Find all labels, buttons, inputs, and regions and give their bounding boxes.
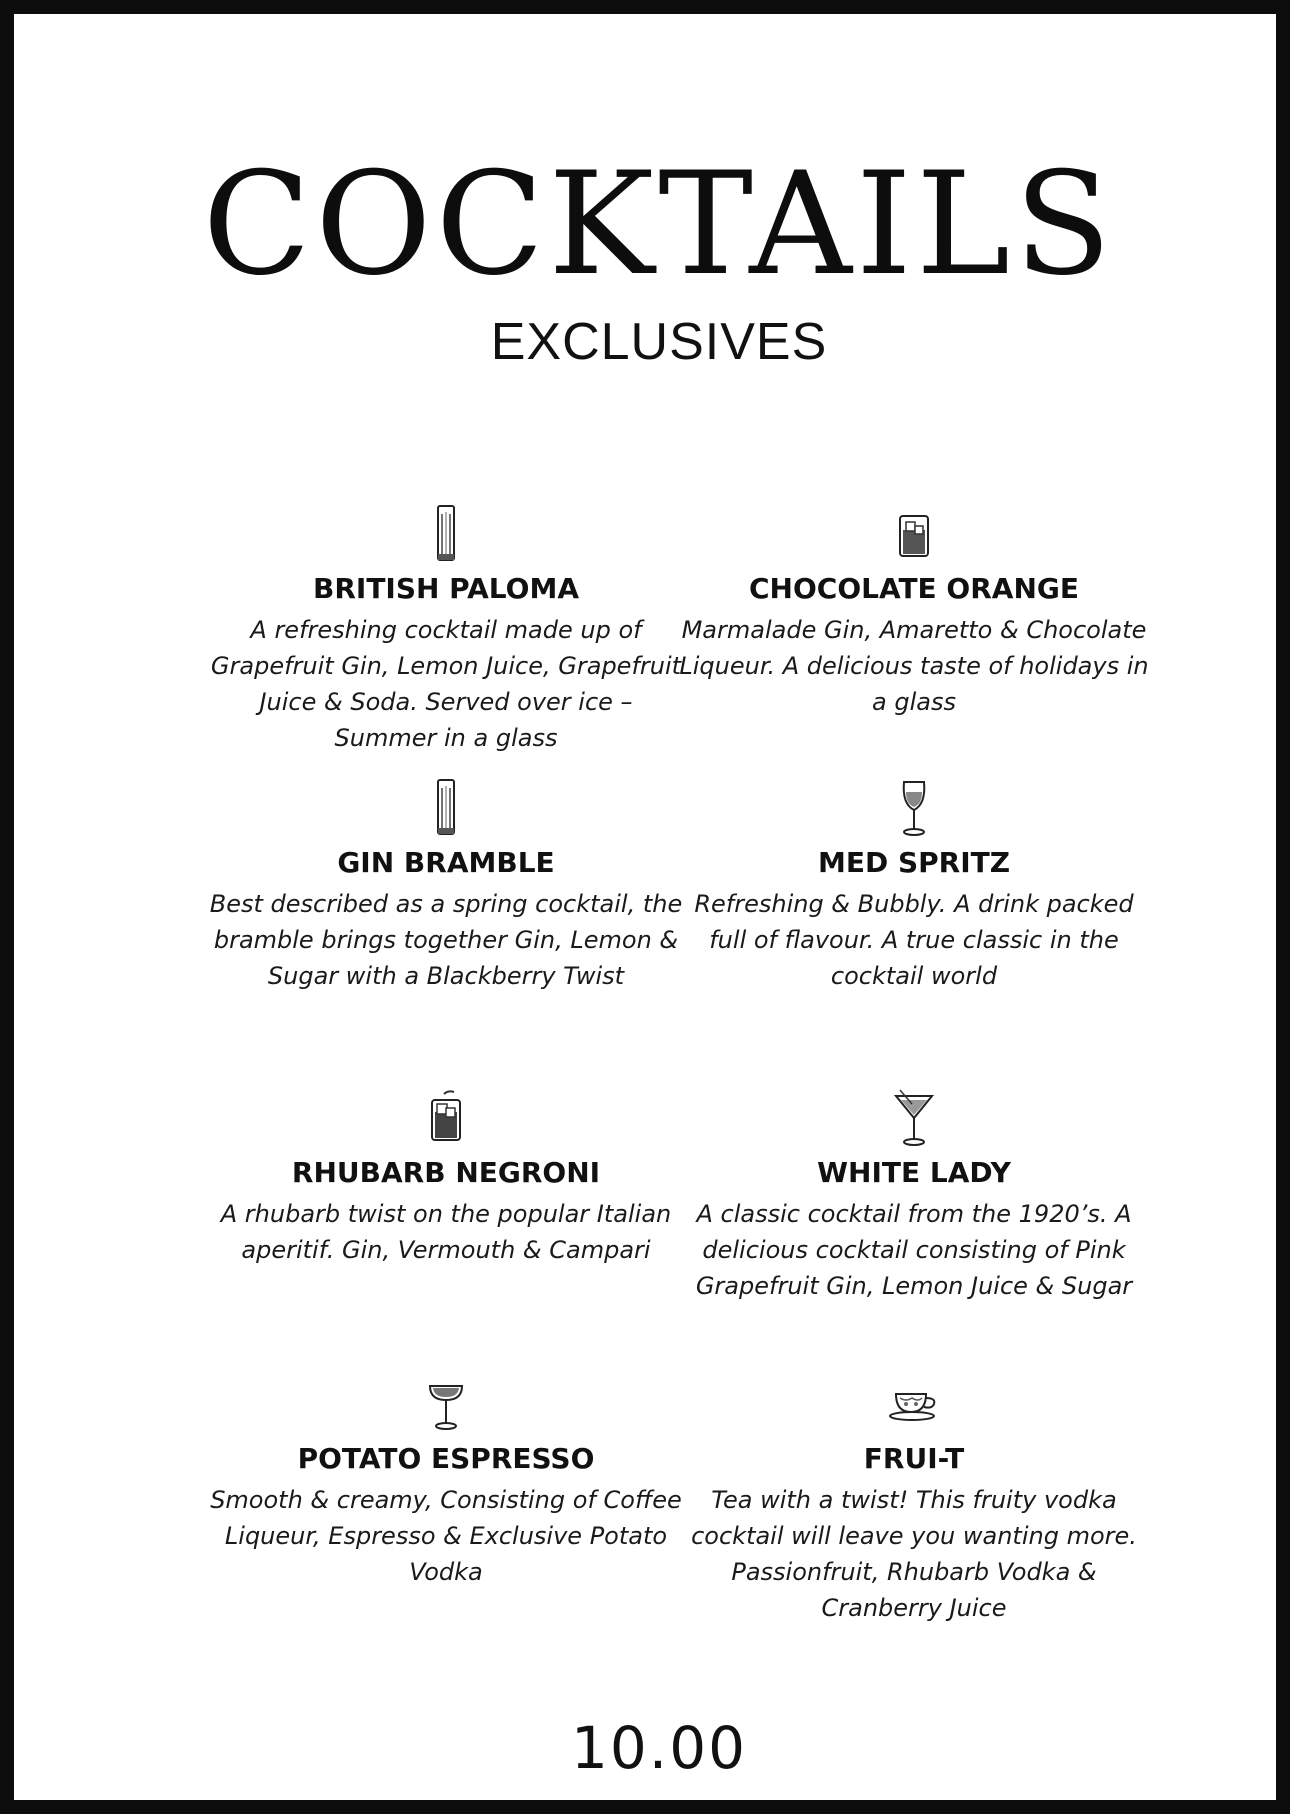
teacup-icon	[882, 1372, 946, 1436]
item-name: FRUI-T	[863, 1442, 965, 1475]
item-description: Tea with a twist! This fruity vodka cocktail will leave you wanting more. Passionfruit, Rhubarb Vodka & Cranberry Juice	[691, 1485, 1137, 1622]
item-description: A rhubarb twist on the popular Italian aperitif. Gin, Vermouth & Campari	[220, 1199, 672, 1264]
menu-item-frui-t	[674, 1372, 1154, 1626]
menu-item-chocolate-orange	[674, 502, 1154, 720]
menu-item-gin-bramble	[206, 776, 686, 994]
item-description: A refreshing cocktail made up of Grapefruit Gin, Lemon Juice, Grapefruit Juice & Soda. Served over ice – Summer in a glass	[210, 615, 682, 752]
item-name: GIN BRAMBLE	[337, 846, 555, 879]
rocks-glass-icon	[414, 1086, 478, 1150]
item-description: Smooth & creamy, Consisting of Coffee Liqueur, Espresso & Exclusive Potato Vodka	[210, 1485, 682, 1586]
item-name: CHOCOLATE ORANGE	[748, 572, 1080, 605]
menu-item-white-lady	[674, 1086, 1154, 1304]
menu-item-potato-espresso	[206, 1372, 686, 1590]
menu-item-british-paloma	[206, 502, 686, 756]
menu-title: COCKTAILS	[202, 142, 1116, 307]
menu-item-med-spritz	[674, 776, 1154, 994]
menu-item-rhubarb-negroni	[206, 1086, 686, 1268]
item-name: MED SPRITZ	[817, 846, 1011, 879]
item-description: Refreshing & Bubbly. A drink packed full of flavour. A true classic in the cocktail world	[694, 889, 1134, 990]
item-name: BRITISH PALOMA	[313, 572, 579, 605]
item-name: WHITE LADY	[817, 1156, 1011, 1189]
item-description: A classic cocktail from the 1920’s. A delicious cocktail consisting of Pink Grapefruit Gin, Lemon Juice & Sugar	[695, 1199, 1133, 1300]
highball-glass-icon	[414, 502, 478, 566]
menu-price: 10.00	[570, 1714, 748, 1782]
menu-subtitle: EXCLUSIVES	[490, 313, 828, 371]
rocks-glass-icon	[882, 502, 946, 566]
highball-glass-icon	[414, 776, 478, 840]
item-description: Best described as a spring cocktail, the bramble brings together Gin, Lemon & Sugar with a Blackberry Twist	[209, 889, 683, 990]
item-name: POTATO ESPRESSO	[297, 1442, 595, 1475]
item-name: RHUBARB NEGRONI	[291, 1156, 601, 1189]
coupe-glass-icon	[414, 1372, 478, 1436]
item-description: Marmalade Gin, Amaretto & Chocolate Liqueur. A delicious taste of holidays in a glass	[679, 615, 1149, 716]
martini-glass-icon	[882, 1086, 946, 1150]
wine-glass-icon	[882, 776, 946, 840]
